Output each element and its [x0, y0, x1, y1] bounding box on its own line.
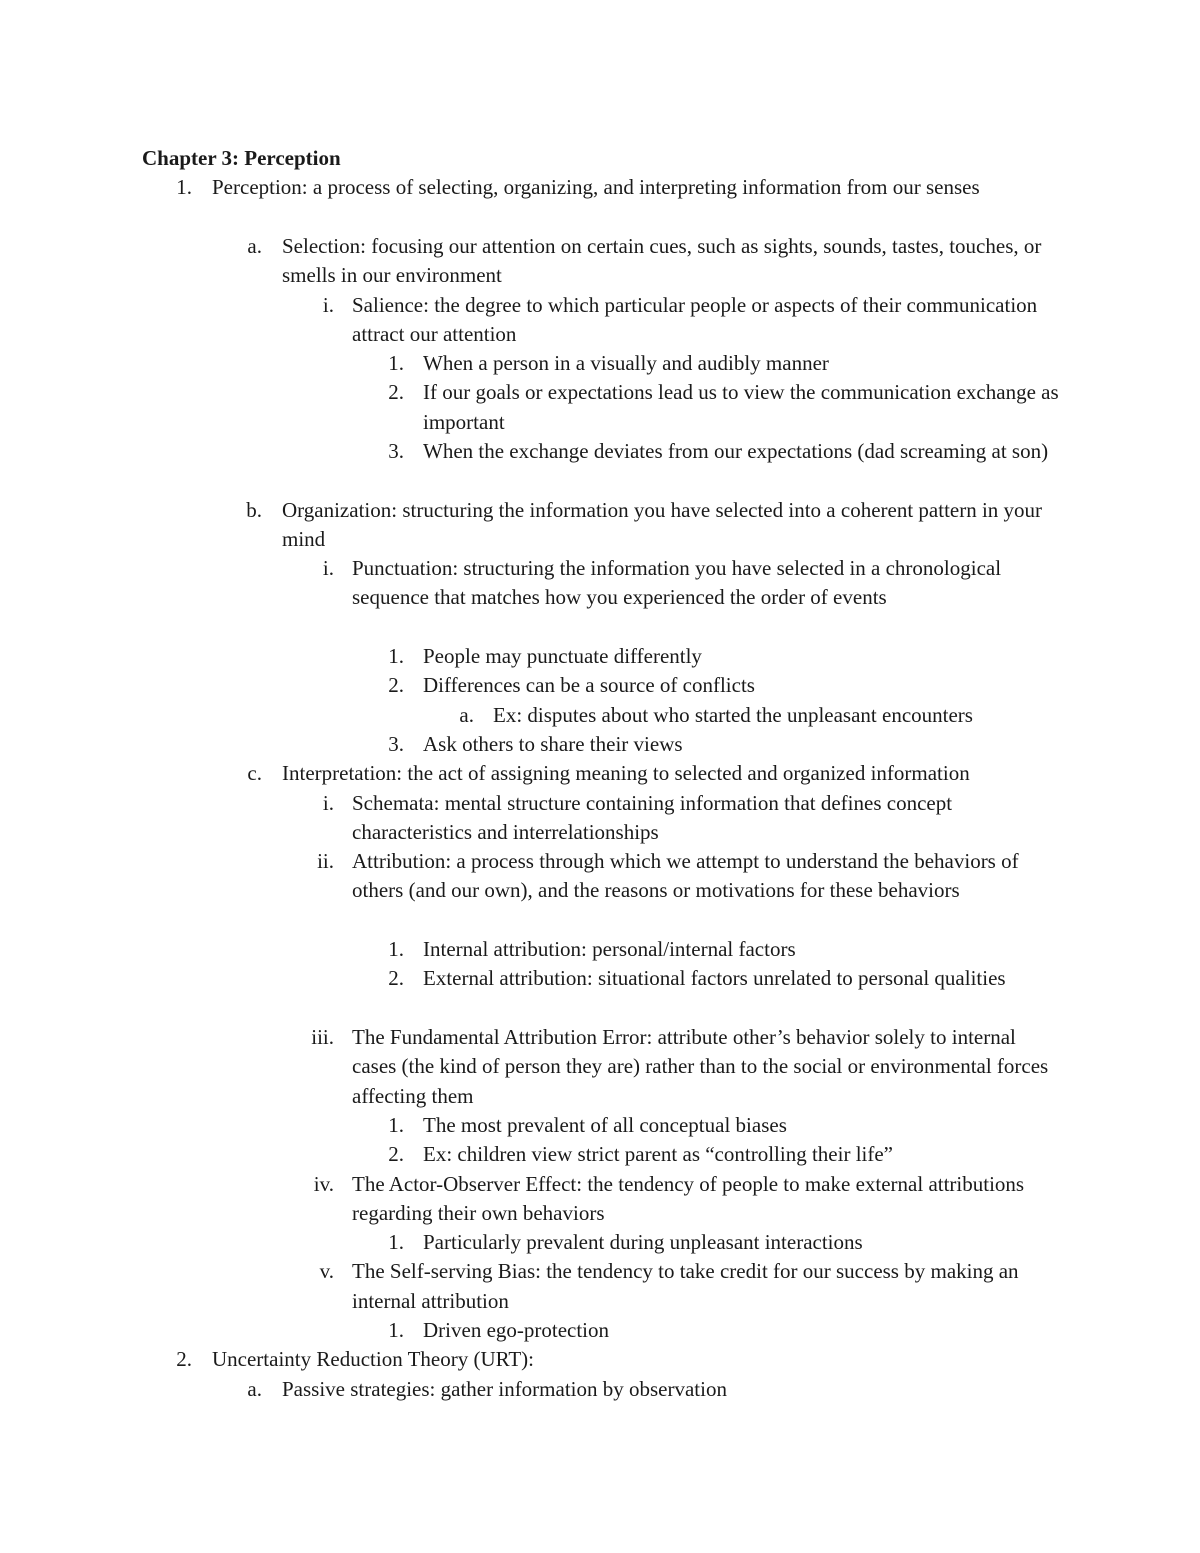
list-item-text: People may punctuate differently — [423, 644, 702, 669]
outline-item-level-4 — [388, 964, 1062, 993]
list-item-text: The most prevalent of all conceptual biases — [423, 1112, 787, 1137]
list-item-text: The Self-serving Bias: the tendency to take credit for our success by making an internal attribution — [352, 1259, 1019, 1313]
list-item-text: Schemata: mental structure containing information that defines concept characteristics and interrelationships — [352, 790, 953, 844]
list-item-text: When the exchange deviates from our expectations (dad screaming at son) — [423, 439, 1049, 463]
list-item-text: Salience: the degree to which particular people or aspects of their communication attract our attention — [352, 292, 1038, 346]
list-item-text: Selection: focusing our attention on certain cues, such as sights, sounds, tastes, touches, or smells in our environment — [282, 233, 1042, 288]
list-item-text: Attribution: a process through which we attempt to understand the behaviors of others (and our own), and the reasons or motivations for these behaviors — [352, 849, 1019, 903]
list-marker: 2. — [388, 966, 404, 991]
outline-item-level-1 — [176, 1345, 1062, 1374]
list-marker: a. — [247, 1376, 262, 1401]
chapter-title: Chapter 3: Perception — [142, 146, 341, 170]
outline-item-level-1 — [176, 173, 1062, 202]
list-marker: 2. — [388, 673, 404, 698]
outline-item-level-4 — [388, 642, 1062, 671]
list-marker: v. — [319, 1259, 334, 1284]
list-marker: c. — [247, 761, 262, 786]
list-marker: 2. — [388, 1142, 404, 1167]
outline-item-level-2 — [247, 759, 1062, 788]
list-item-text: Ex: children view strict parent as “controlling their life” — [423, 1142, 893, 1167]
list-item-text: Perception: a process of selecting, organizing, and interpreting information from our senses — [212, 175, 980, 200]
outline-item-level-4 — [388, 671, 1062, 700]
outline-item-level-3 — [322, 789, 1062, 848]
outline-item-level-3 — [317, 847, 1062, 906]
list-marker: ii. — [317, 849, 334, 874]
outline-item-level-2 — [246, 496, 1062, 555]
outline-item-level-2 — [247, 1375, 1062, 1404]
list-marker: i. — [322, 292, 334, 317]
list-marker: 1. — [388, 351, 404, 376]
list-item-text: Ask others to share their views — [423, 732, 683, 756]
list-item-text: If our goals or expectations lead us to view the communication exchange as important — [423, 380, 1059, 434]
outline-item-level-4 — [388, 730, 1062, 759]
list-item-text: When a person in a visually and audibly manner — [423, 351, 829, 376]
list-item-text: Passive strategies: gather information by observation — [282, 1376, 727, 1401]
list-marker: 3. — [388, 439, 404, 463]
outline-item-level-5 — [459, 701, 1062, 730]
outline-item-level-4 — [388, 1140, 1062, 1169]
list-item-text: Interpretation: the act of assigning meaning to selected and organized information — [282, 761, 970, 786]
outline-item-level-4 — [388, 437, 1062, 466]
outline-item-level-4 — [388, 378, 1062, 437]
list-marker: iii. — [311, 1025, 334, 1049]
list-item-text: Uncertainty Reduction Theory (URT): — [212, 1347, 535, 1372]
outline-item-level-4 — [388, 1111, 1062, 1140]
list-marker: 1. — [388, 1230, 404, 1255]
outline-item-level-4 — [388, 1228, 1062, 1257]
list-marker: a. — [247, 233, 262, 258]
list-item-text: Ex: disputes about who started the unpleasant encounters — [493, 702, 973, 727]
list-item-text: External attribution: situational factors unrelated to personal qualities — [423, 966, 1006, 991]
outline-item-level-3 — [322, 291, 1062, 350]
list-item-text: Organization: structuring the information you have selected into a coherent pattern in your mind — [282, 497, 1043, 551]
list-marker: 2. — [176, 1347, 192, 1372]
list-marker: i. — [322, 556, 334, 581]
list-marker: 1. — [388, 937, 404, 962]
list-item-text: The Actor-Observer Effect: the tendency of people to make external attributions regarding their own behaviors — [352, 1171, 1025, 1225]
list-item-text: Driven ego-protection — [423, 1318, 610, 1342]
list-marker: 1. — [388, 1112, 404, 1137]
list-item-text: The Fundamental Attribution Error: attribute other’s behavior solely to internal cases (the kind of person they are) rather than to the social or environmental forces affecting them — [352, 1025, 1049, 1108]
outline-item-level-3 — [319, 1257, 1062, 1316]
outline-item-level-4 — [388, 1316, 1062, 1345]
outline-item-level-2 — [247, 232, 1062, 291]
list-marker: 1. — [176, 175, 192, 200]
list-marker: iv. — [313, 1171, 334, 1196]
list-item-text: Particularly prevalent during unpleasant interactions — [423, 1230, 863, 1255]
list-marker: 1. — [388, 644, 404, 669]
list-marker: b. — [246, 497, 262, 522]
list-marker: 1. — [388, 1318, 404, 1342]
list-item-text: Differences can be a source of conflicts — [423, 673, 755, 698]
list-marker: 3. — [388, 732, 404, 756]
list-marker: 2. — [388, 380, 404, 405]
list-marker: a. — [459, 702, 474, 727]
outline-item-level-4 — [388, 349, 1062, 378]
outline-item-level-3 — [311, 1023, 1062, 1111]
outline-item-level-3 — [313, 1170, 1062, 1229]
list-marker: i. — [322, 790, 334, 815]
outline-item-level-3 — [322, 554, 1062, 613]
list-item-text: Internal attribution: personal/internal factors — [423, 937, 796, 962]
outline-item-level-4 — [388, 935, 1062, 964]
list-item-text: Punctuation: structuring the information you have selected in a chronological sequence that matches how you experienced the order of events — [352, 556, 1002, 610]
